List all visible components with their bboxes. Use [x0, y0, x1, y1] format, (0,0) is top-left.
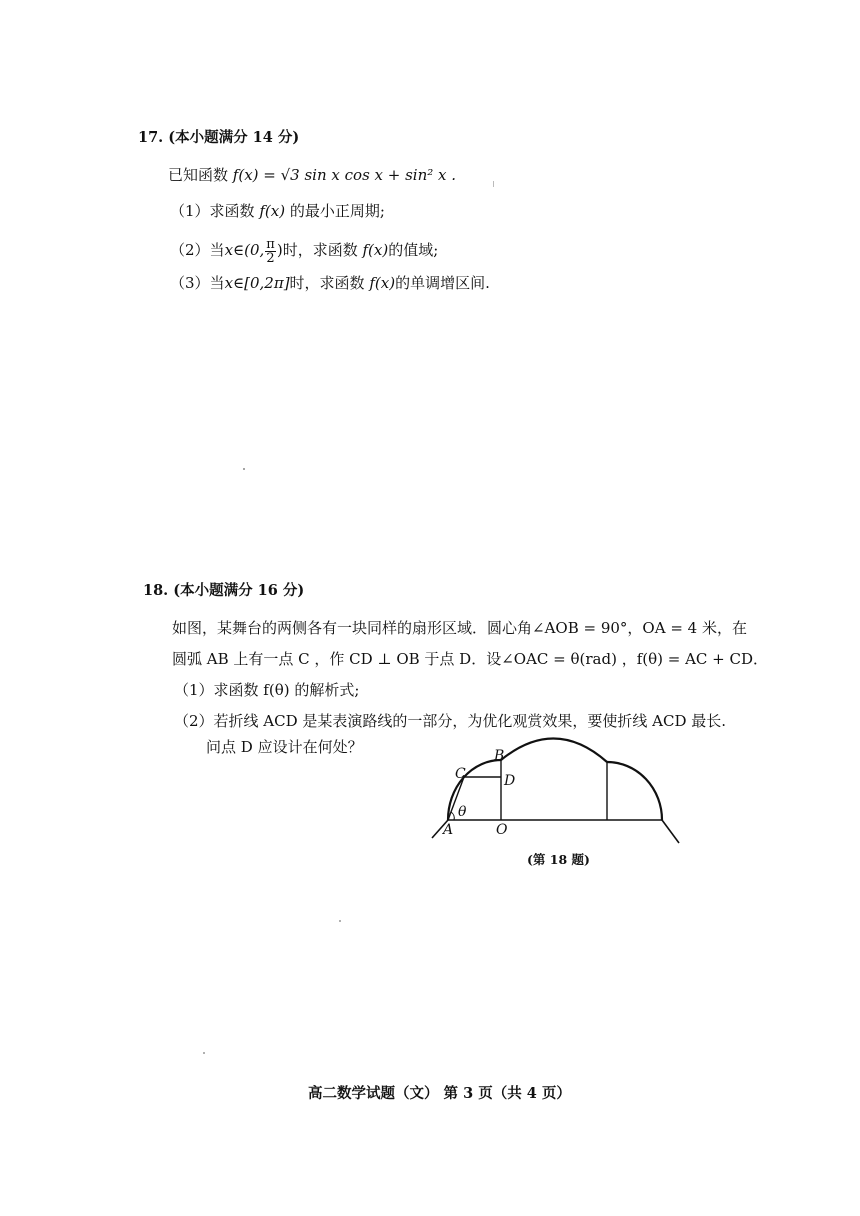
q18-part2-line1: （2）若折线 ACD 是某表演路线的一部分，为优化观赏效果，要使折线 ACD 最长.: [174, 712, 727, 730]
q17-header: 17. (本小题满分 14 分): [138, 129, 300, 146]
q17-stem-prefix: 已知函数: [168, 166, 229, 184]
figure-right-arc: [607, 762, 662, 820]
q17-part1-text-a: 求函数: [209, 202, 255, 220]
figure-label-a: A: [443, 822, 454, 838]
q17-part3-tag: （3）: [170, 274, 210, 292]
q17-part1: [170, 201, 385, 221]
q17-part2-text-a: 当: [209, 241, 225, 259]
q17-part2-tag: （2）: [170, 241, 210, 259]
figure-label-c: C: [455, 766, 466, 782]
q17-stem: [168, 165, 456, 185]
figure-label-d: D: [504, 773, 516, 789]
q17-part1-text-b: 的最小正周期;: [289, 202, 385, 220]
scan-speck: [493, 181, 494, 187]
scan-speck: [203, 1052, 205, 1054]
q17-part3-cond: x∈[0,2π]: [224, 274, 290, 292]
stage-figure: [420, 730, 700, 855]
q17-part2-frac-num: π: [266, 236, 275, 252]
q18-stem-line1: 如图，某舞台的两侧各有一块同样的扇形区域．圆心角∠AOB = 90°，OA = 4 米，在: [172, 619, 747, 637]
q17-part3-fx: f(x): [369, 274, 396, 292]
figure-label-o: O: [496, 822, 508, 838]
q17-part2-text-c: 的值域;: [388, 241, 439, 259]
figure-caption: (第 18 题): [527, 852, 590, 867]
scan-speck: [243, 468, 245, 470]
q18-stem-line2: 圆弧 AB 上有一点 C ，作 CD ⊥ OB 于点 D．设∠OAC = θ(rad) ，f(θ) = AC + CD．: [172, 650, 769, 668]
q18-header: 18. (本小题满分 16 分): [143, 582, 305, 599]
q17-part3-text-c: 的单调增区间.: [395, 274, 490, 292]
page-footer: 高二数学试题（文） 第 3 页（共 4 页）: [308, 1085, 571, 1102]
q17-part2-frac-den: 2: [266, 250, 275, 266]
q17-part1-fx: f(x): [259, 202, 286, 220]
q17-part2: [170, 234, 438, 266]
q18-part2-line2: 问点 D 应设计在何处？: [206, 738, 363, 756]
figure-middle-arc: [501, 738, 607, 762]
scan-speck: [339, 920, 341, 922]
q17-part3: [170, 273, 490, 293]
q17-part2-text-b: 时，求函数: [282, 241, 358, 259]
q17-part2-fraction: [265, 238, 276, 265]
q17-stem-formula: f(x) = √3 sin x cos x + sin² x .: [232, 166, 457, 184]
q17-part2-cond-pre: x∈(0,: [224, 241, 265, 259]
figure-angle-arc: [451, 812, 454, 820]
q17-part3-text-a: 当: [209, 274, 225, 292]
figure-right-leg: [662, 820, 679, 843]
q17-part3-text-b: 时，求函数: [289, 274, 365, 292]
q17-part2-fx: f(x): [362, 241, 389, 259]
figure-label-theta: θ: [458, 804, 467, 820]
q17-part1-tag: （1）: [170, 202, 210, 220]
q18-part1: （1）求函数 f(θ) 的解析式;: [174, 681, 360, 699]
figure-label-b: B: [494, 748, 505, 764]
q17-part2-cond-post: ): [276, 241, 283, 259]
